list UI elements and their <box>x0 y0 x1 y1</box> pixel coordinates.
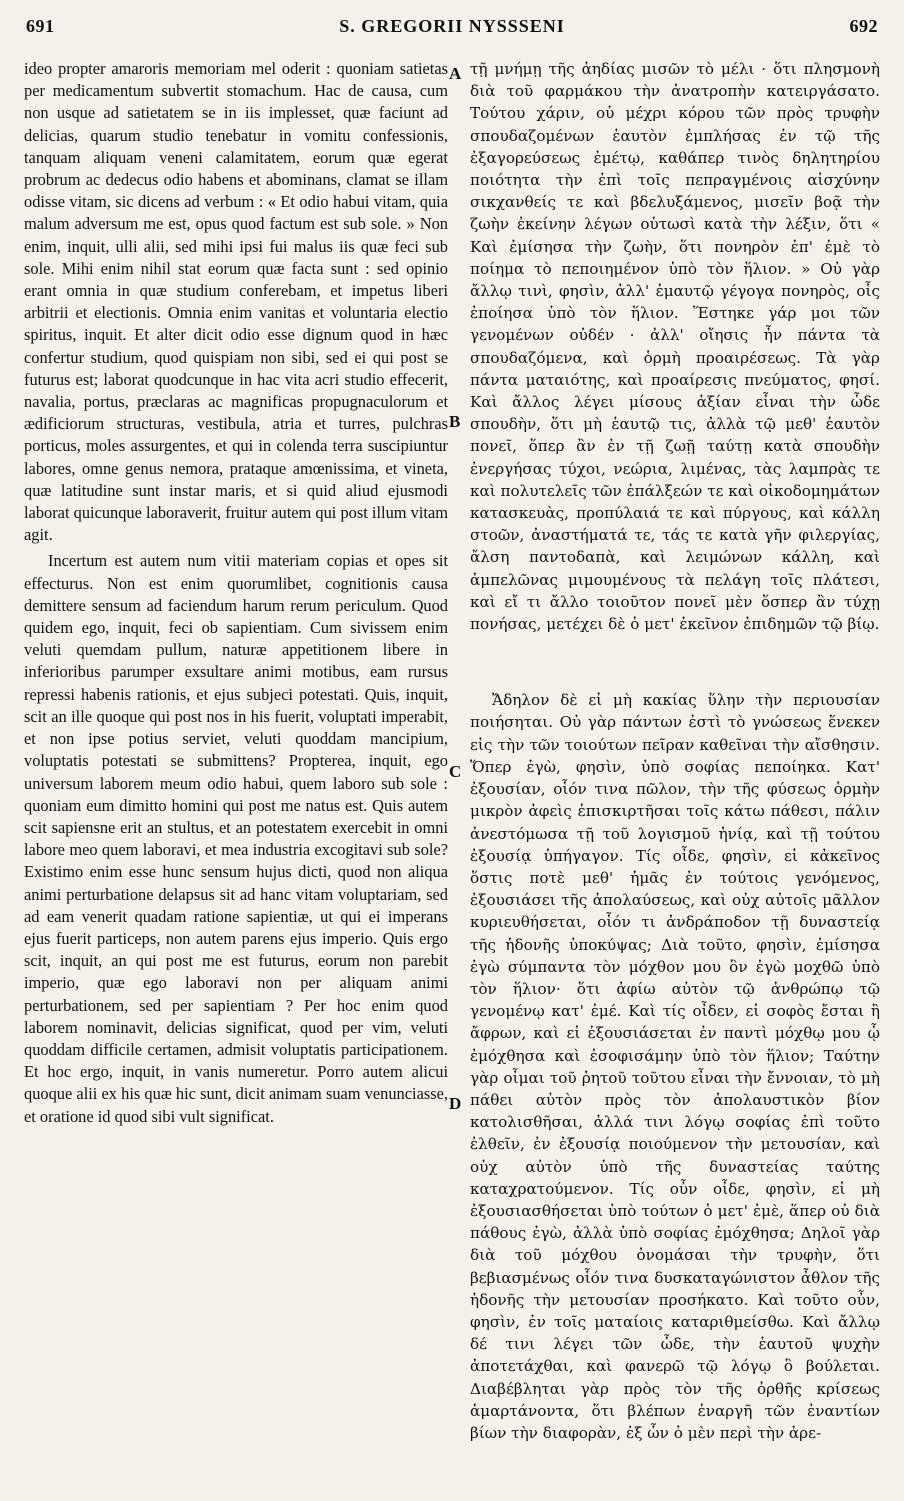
margin-marker-c: C <box>449 762 462 781</box>
margin-marker-a: A <box>449 64 462 83</box>
latin-paragraph-1: ideo propter amaroris memoriam mel oderit : quoniam satietas per medicamentum subvertit stomachum. Hac de causa, cum non usque ad satietatem se in iis implesset, quæ faciunt ad delicias, quarum studio tenebatur in vomitu confessionis, tanquam aliquam veneni calamitatem, eorum quæ egerat probrum ac dedecus odio habens et abominans, clamat se illam odisse vitam, sic dicens ad verbum : « Et odio habui vitam, quia malum adversum me est, opus quod factum est sub sole. » Non enim, inquit, ulli alii, sed mihi ipsi fui malus iis quæ feci sub sole. Mihi enim nihil stat eorum quæ facta sunt : sed opinio erant omnia in quæ studium conferebam, et impetus liberi arbitrii et electionis. Omnia enim vanitas et voluntaria electio spiritus, inquit. Et alter dicit odio esse dignum quod in hæc confertur studium, quod quispiam non sibi, sed ei qui post se futurus est; laborat quodcunque in hac vita acri studio effecerit, navalia, portus, præclaras ac magnificas propugnaculorum et ædificiorum structuras, vestibula, atria et turres, pulchras porticus, moles assurgentes, et qui in colenda terra suscipiuntur labores, omne genus nemora, prataque amœnissima, et vineta, quæ latitudine sunt instar maris, et si quid aliud ejusmodi laborat quicunque laboraverit, fruitur autem qui post illum vitam agit. <box>24 59 448 545</box>
margin-marker-b: B <box>449 412 461 431</box>
latin-column <box>24 58 448 1128</box>
greek-column <box>470 58 880 1444</box>
greek-paragraph-1: τῇ μνήμῃ τῆς ἀηδίας μισῶν τὸ μέλι · ὅτι πλησμονὴ διὰ τοῦ φαρμάκου τὴν ἀνατροπὴν κατειργάσατο. Τούτου χάριν, οὐ μέχρι κόρου τῶν πρὸς τρυφὴν σπουδαζομένων ἑαυτὸν ἐμπλήσας ἐν τῷ τῆς ἐξαγορεύσεως ἐμέτῳ, καθάπερ τινὸς δηλητηρίου ποιότητα τὴν ἐπὶ τοῖς πεπραγμένοις αἰσχύνην σικχανθείς τε καὶ βδελυξάμενος, μισεῖν βοᾷ τὴν ζωὴν ἐκείνην λέγων οὑτωσὶ κατὰ τὴν λέξιν, ὅτι « Καὶ ἐμίσησα τὴν ζωὴν, ὅτι πονηρὸν ἐπ' ἐμὲ τὸ ποίημα τὸ πεποιημένον ὑπὸ τὸν ἥλιον. » Οὐ γὰρ ἄλλῳ τινὶ, φησὶν, ἀλλ' ἐμαυτῷ γέγογα πονηρὸς, οἷς ἐποίησα ὑπὸ τὸν ἥλιον. Ἕστηκε γάρ μοι τῶν γενομένων οὐδέν · ἀλλ' οἴησις ἦν πάντα τὰ σπουδαζόμενα, καὶ ὁρμὴ προαιρέσεως. Τὰ γὰρ πάντα ματαιότης, καὶ προαίρεσις πνεύματος, φησί. Καὶ ἄλλος λέγει μίσους ἀξίαν εἶναι τὴν ὧδε σπουδὴν, ὅτι μὴ ἑαυτῷ τις, ἀλλὰ τῷ μεθ' ἑαυτὸν πονεῖ, ὅπερ ἂν ἐν τῇ ζωῇ ταύτῃ κατὰ σπουδὴν ἐνεργήσας τύχοι, νεώρια, λιμένας, τὰς λαμπρὰς τε καὶ πολυτελεῖς τῶν ἐπάλξεών τε καὶ οἰκοδομημάτων κατασκευὰς, προπύλαιά τε καὶ πύργους, καὶ κάλλη στοῶν, ἀναστήματά τε, τάς τε κατὰ γῆν φιλεργίας, ἄλση παντοδαπὰ, καὶ λειμώνων κάλλη, καὶ ἀμπελῶνας μιμουμένους τὰ πελάγη τοῖς πλάτεσι, καὶ εἴ τι ἄλλο τοιοῦτον πονεῖ μὲν ὅσπερ ἂν τύχῃ πονήσας, μετέχει δὲ ὁ μετ' ἐκεῖνον ἐπιδημῶν τῷ βίῳ. <box>470 60 880 634</box>
running-title: S. GREGORII NYSSSENI <box>339 16 565 36</box>
margin-marker-d: D <box>449 1094 462 1113</box>
paragraph-gap <box>470 635 880 689</box>
page-number-left: 691 <box>26 16 55 36</box>
greek-paragraph-2: Ἄδηλον δὲ εἰ μὴ κακίας ὕλην τὴν περιουσίαν ποιήσηται. Οὐ γὰρ πάντων ἐστὶ τὸ γνώσεως ἕνεκεν εἰς τὴν τῶν τοιούτων πεῖραν καθεῖναι τὴν αἴσθησιν. Ὅπερ ἐγὼ, φησὶν, ὑπὸ σοφίας πεποίηκα. Κατ' ἐξουσίαν, οἷόν τινα πῶλον, τὴν τῆς φύσεως ὁρμὴν μικρὸν ἀφεὶς ἐπισκιρτῆσαι τοῖς κάτω πάθεσι, πάλιν ἀνεστόμωσα τῇ τοῦ λογισμοῦ ἡνίᾳ, καὶ τῇ τούτου ἐξουσίᾳ ὑπήγαγον. Τίς οἶδε, φησὶν, εἰ κἀκεῖνος ὅστις ποτὲ μεθ' ἡμᾶς ἐν τούτοις γενόμενος, ἐξουσιάσει τῆς ἀπολαύσεως, καὶ οὐχ αὐτοῖς μᾶλλον κυριευθήσεται, οἷόν τι ἀνδράποδον τῇ δυναστείᾳ τῆς ἡδονῆς ὑποκύψας; Διὰ τοῦτο, φησὶν, ἐμίσησα ἐγὼ σύμπαντα τὸν μόχθον μου ὃν ἐγὼ μοχθῶ ὑπὸ τὸν ἥλιον· ὅτι ἀφίω αὐτὸν τῷ ἀνθρώπῳ τῷ γενομένῳ κατ' ἐμέ. Καὶ τίς οἶδεν, εἰ σοφὸς ἔσται ἢ ἄφρων, καὶ εἰ ἐξουσιάσεται ἐν παντὶ μόχθῳ μου ᾧ ἐμόχθησα καὶ ἐσοφισάμην ὑπὸ τὸν ἥλιον; Ταύτην γὰρ οἶμαι τοῦ ῥητοῦ τοῦτου εἶναι τὴν ἔννοιαν, τὸ μὴ πάθει αὐτὸν πρὸς τὸν ἀπολαυστικὸν βίον κατολισθῆσαι, ἀλλά τινι λόγῳ σοφίας ἐπὶ τοῦτο ἐλθεῖν, ἐν ἐξουσίᾳ ποιούμενον τὴν μετουσίαν, καὶ οὐχ αὐτὸν ὑπὸ τῆς δυναστείας ταύτης καταχρατούμενον. Τίς οὖν οἶδε, φησὶν, εἰ μὴ ἐξουσιασθήσεται ὑπὸ τούτων ὁ μετ' ἐμὲ, ἅπερ οὐ διὰ πάθους ἐγὼ, ἀλλὰ ὑπὸ σοφίας ἐμόχθησα; Δηλοῖ γὰρ διὰ τοῦ μόχθου ὀνομάσαι τὴν τρυφὴν, ὅτι βεβιασμένως οἷόν τινα δυσκαταγώνιστον ἆθλον τῆς ἡδονῆς τὴν μετουσίαν προσήκατο. Καὶ τοῦτο οὖν, φησὶν, ἐν τοῖς ματαίοις καταριθμείσθω. Καὶ ἄλλῳ δέ τινι λέγει τῶν ὧδε, τὴν ἑαυτοῦ ψυχὴν ἀποτετάχθαι, καὶ φανερῶ τῷ λόγῳ ὃ βούλεται. Διαβέβληται γὰρ πρὸς τὸν τῆς ὀρθῆς κρίσεως ἁμαρτάνοντα, ὅτι βλέπων ἐναργῆ τῶν ἐναντίων βίων τὴν διαφορὰν, ἐξ ὧν ὁ μὲν περὶ τὴν ἀρε- <box>470 691 880 1442</box>
latin-paragraph-2: Incertum est autem num vitii materiam copias et opes sit effecturus. Non est enim quorumlibet, cognitionis causa demittere sensum ad faciendum harum rerum periculum. Quod quidem ego, inquit, feci ob sapientiam. Cum sivissem enim veluti quemdam pullum, naturæ appetitionem libere in inferioribus parumper exsultare animi motibus, eam rursus repressi habenis rationis, et ejus subjeci potestati. Quis, inquit, scit an ille quoque qui post nos in his fuerit, voluptati imperabit, et non ipse potius serviet, veluti quoddam mancipium, voluptatis potestati se submittens? Propterea, inquit, ego universum laborem meum odio habui, quem laboro sub sole : quoniam eum dimitto homini qui post me natus est. Quis autem scit sapiensne erit an stultus, et an potestatem exercebit in omni labore meo quem laboravi, et mea industria excogitavi sub sole? Existimo enim esse hunc sensum hujus dicti, quod non aliqua animi perturbatione delapsus sit ad hanc vitam voluptariam, sed ad eam venerit quadam ratione sapientiæ, ut qui ei imperans ejus fuerit particeps, non autem parens ejus imperio. Quis ergo scit, inquit, an qui post me est futurus, eorum non parebit imperio, quæ ego laboravi non per aliquam animi perturbationem, sed per sapientiam ? Per hoc enim quod laborem nominavit, delicias significat, quod per vim, veluti quoddam difficile certamen, admisit voluptatis participationem. Et hoc ergo, inquit, in vanis numeretur. Porro autem alicui quoque alii ex his quæ hic sunt, dicit animam suam venunciasse, et oratione id quod sibi vult significat. <box>24 551 448 1126</box>
page-number-right: 692 <box>849 16 878 36</box>
page-header <box>26 14 878 44</box>
